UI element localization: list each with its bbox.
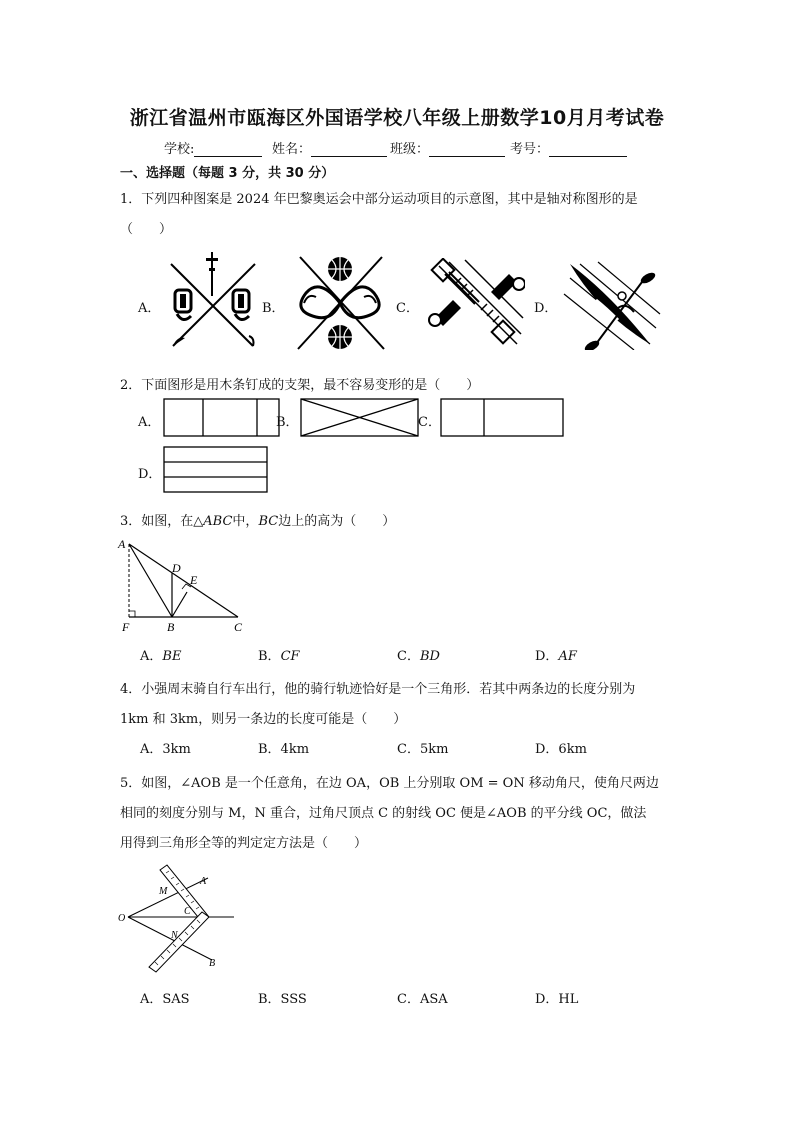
q3-label-e: E <box>190 573 198 587</box>
q1-option-a-label[interactable]: A． <box>138 301 161 316</box>
fencing-icon[interactable] <box>165 250 261 350</box>
frame-b-rect-diagonals[interactable] <box>300 398 420 438</box>
q1-option-d-label[interactable]: D． <box>534 301 558 316</box>
badminton-icon[interactable] <box>425 258 525 350</box>
name-label: 姓名： <box>272 142 312 157</box>
class-label: 班级： <box>390 142 430 157</box>
frame-a-rect-two-bars[interactable] <box>163 398 281 438</box>
q3-stem-mid: 中， <box>232 514 259 529</box>
q5-stem-line2: 相同的刻度分别与 M，N 重合，过角尺顶点 C 的射线 OC 便是∠AOB 的平分线 OC，做法 <box>120 806 647 821</box>
q3-option-d-letter: D． <box>535 649 559 664</box>
frame-c-rect-one-bar[interactable] <box>440 398 565 438</box>
q3-option-d[interactable] <box>535 645 577 664</box>
q3-label-b: B <box>167 620 175 634</box>
basketball-icon[interactable] <box>290 255 390 351</box>
q5-option-d[interactable]: D．HL <box>535 992 579 1007</box>
q1-stem: 1．下列四种图案是 2024 年巴黎奥运会中部分运动项目的示意图，其中是轴对称图形的是 <box>120 192 638 207</box>
q5-stem-line1: 5．如图，∠AOB 是一个任意角，在边 OA，OB 上分别取 OM = ON 移动角尺，使角尺两边 <box>120 776 659 791</box>
exam-no-blank[interactable] <box>549 142 627 157</box>
q4-option-d[interactable]: D．6km <box>535 742 587 757</box>
q3-stem-prefix: 3．如图，在△ <box>120 514 204 529</box>
q2-option-d-label[interactable]: D． <box>138 467 162 482</box>
q1-option-c-label[interactable]: C． <box>396 301 419 316</box>
school-label: 学校: <box>164 142 195 157</box>
ruler-lower-arm <box>149 912 209 972</box>
q3-option-b[interactable] <box>258 645 300 664</box>
q4-stem-line1: 4．小强周末骑自行车出行，他的骑行轨迹恰好是一个三角形．若其中两条边的长度分别为 <box>120 682 636 697</box>
exam-title: 浙江省温州市瓯海区外国语学校八年级上册数学10月月考试卷 <box>129 107 665 129</box>
q3-triangle-name: ABC <box>203 514 233 529</box>
section-heading: 一、选择题（每题 3 分，共 30 分） <box>120 166 335 181</box>
class-blank[interactable] <box>429 142 505 157</box>
q3-stem-suffix: 边上的高为（ ） <box>278 514 396 529</box>
q3-option-a-value: BE <box>162 649 182 664</box>
exam-no-label: 考号： <box>510 142 550 157</box>
q3-option-b-value: CF <box>280 649 300 664</box>
school-field <box>164 138 262 157</box>
q1-stem-paren: （ ） <box>120 222 173 237</box>
exam-no-field <box>510 138 627 157</box>
school-blank[interactable] <box>194 142 262 157</box>
q5-label-o: O <box>118 913 126 924</box>
q2-option-a-label[interactable]: A． <box>138 415 161 430</box>
q5-label-c: C <box>184 906 191 917</box>
name-blank[interactable] <box>311 142 387 157</box>
q3-label-a: A <box>118 537 126 551</box>
q2-stem: 2．下面图形是用木条钉成的支架，最不容易变形的是（ ） <box>120 378 480 393</box>
q3-stem <box>120 510 395 529</box>
q2-option-b-label[interactable]: B． <box>276 415 299 430</box>
kayak-icon[interactable] <box>560 258 664 350</box>
q1-option-b-label[interactable]: B． <box>262 301 285 316</box>
q5-label-b: B <box>209 958 216 969</box>
q3-option-a-letter: A． <box>140 649 163 664</box>
q5-label-n: N <box>171 930 178 941</box>
class-field <box>390 138 505 157</box>
q3-label-c: C <box>234 620 243 634</box>
name-field <box>272 138 387 157</box>
q3-label-d: D <box>172 561 181 575</box>
q4-stem-line2: 1km 和 3km，则另一条边的长度可能是（ ） <box>120 712 407 727</box>
q3-option-a[interactable] <box>140 645 181 664</box>
q3-option-c[interactable] <box>397 645 440 664</box>
q3-option-d-value: AF <box>558 649 577 664</box>
q5-option-a[interactable]: A．SAS <box>140 992 190 1007</box>
q5-label-m: M <box>159 886 168 897</box>
q3-label-f: F <box>122 620 130 634</box>
q3-option-c-letter: C． <box>397 649 420 664</box>
q3-option-b-letter: B． <box>258 649 281 664</box>
q4-option-b[interactable]: B．4km <box>258 742 310 757</box>
q2-option-c-label[interactable]: C． <box>418 415 441 430</box>
q3-option-c-value: BD <box>419 649 440 664</box>
q5-option-c[interactable]: C．ASA <box>397 992 448 1007</box>
q5-stem-line3: 用得到三角形全等的判定定方法是（ ） <box>120 836 368 851</box>
q3-triangle-figure <box>114 534 254 634</box>
q4-option-a[interactable]: A．3km <box>140 742 191 757</box>
q5-option-b[interactable]: B．SSS <box>258 992 307 1007</box>
q3-side-name: BC <box>258 514 279 529</box>
q5-angle-ruler-figure <box>116 860 240 976</box>
frame-d-rect-horizontal-bars[interactable] <box>163 446 269 494</box>
q4-option-c[interactable]: C．5km <box>397 742 449 757</box>
q5-label-a: A <box>200 876 207 887</box>
